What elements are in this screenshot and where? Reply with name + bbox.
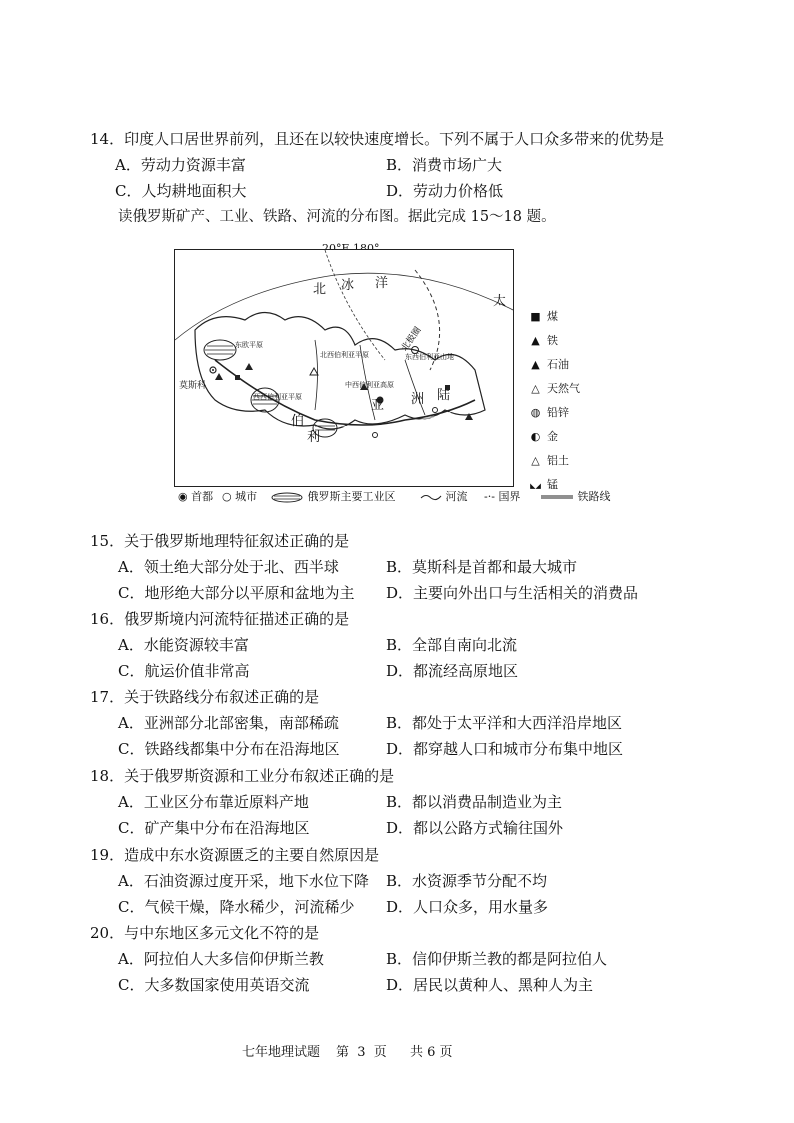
q20-stem: 20．与中东地区多元文化不符的是 (90, 924, 320, 942)
railway-icon (540, 493, 574, 501)
river-icon (420, 492, 442, 502)
q20-option-c: C．大多数国家使用英语交流 (118, 976, 310, 994)
q18-option-a: A．工业区分布靠近原料产地 (118, 793, 309, 811)
map-label-north-sib: 北西伯利亚平原 (320, 351, 369, 359)
q20-option-b: B．信仰伊斯兰教的都是阿拉伯人 (386, 950, 608, 968)
footer-total: 共 6 页 (410, 1045, 453, 1060)
q19-stem: 19．造成中东水资源匮乏的主要自然原因是 (90, 846, 380, 864)
q16-option-b: B．全部自南向北流 (386, 636, 518, 654)
map-label-yang: 洋 (375, 276, 389, 291)
q16-option-d: D．都流经高原地区 (386, 662, 519, 680)
q15-option-d: D．主要向外出口与生活相关的消费品 (386, 584, 639, 602)
map-label-moscow: 莫斯科 (179, 381, 207, 391)
q15-option-a: A．领土绝大部分处于北、西半球 (118, 558, 339, 576)
map-label-pacific: 太 (493, 294, 507, 309)
map-label-west-sib-plain: 西西伯利亚平原 (253, 393, 302, 401)
q19-option-d: D．人口众多，用水量多 (386, 898, 549, 916)
q19-option-a: A．石油资源过度开采，地下水位下降 (118, 872, 369, 890)
map-label-east-sib-mountains: 东西伯利亚山地 (405, 353, 454, 361)
legend-coal: ■ 煤 (530, 310, 558, 323)
map-label-lu: 陆 (437, 388, 451, 403)
footer-page: 第 3 页 (336, 1045, 387, 1060)
q18-option-c: C．矿产集中分布在沿海地区 (118, 819, 310, 837)
manganese-icon: ◣◢ (530, 482, 541, 490)
legend-oil: ▲ 石油 (531, 358, 569, 371)
map-label-east-euro-plain: 东欧平原 (235, 341, 263, 349)
legend-bauxite: △ 铝土 (531, 454, 569, 467)
legend-manganese: ◣◢ 锰 (530, 478, 558, 491)
q18-option-b: B．都以消费品制造业为主 (386, 793, 563, 811)
q19-option-c: C．气候干燥，降水稀少，河流稀少 (118, 898, 355, 916)
russia-map (174, 249, 514, 487)
footer-title: 七年地理试题 (242, 1045, 321, 1060)
q16-option-c: C．航运价值非常高 (118, 662, 250, 680)
map-intro: 读俄罗斯矿产、工业、铁路、河流的分布图。据此完成 15～18 题。 (118, 209, 556, 225)
q15-stem: 15．关于俄罗斯地理特征叙述正确的是 (90, 532, 350, 550)
city-icon: ○ (222, 490, 232, 503)
q15-option-c: C．地形绝大部分以平原和盆地为主 (118, 584, 355, 602)
q18-option-d: D．都以公路方式输往国外 (386, 819, 564, 837)
q17-option-b: B．都处于太平洋和大西洋沿岸地区 (386, 714, 623, 732)
bauxite-icon: △ (531, 454, 540, 467)
q19-option-b: B．水资源季节分配不均 (386, 872, 548, 890)
map-label-zhou: 洲 (411, 392, 425, 407)
q20-option-d: D．居民以黄种人、黑种人为主 (386, 976, 594, 994)
q14-option-d: D．劳动力价格低 (386, 182, 504, 200)
map-label-ya: 亚 (371, 398, 385, 413)
iron-icon: ▲ (531, 334, 540, 347)
oil-icon: ▲ (531, 358, 540, 371)
legend-city: ○ 城市 (222, 490, 258, 503)
q17-option-d: D．都穿越人口和城市分布集中地区 (386, 740, 624, 758)
map-label-li: 利 (307, 430, 321, 445)
legend-gas: △ 天然气 (531, 382, 580, 395)
legend-railway: 铁路线 (540, 490, 611, 503)
map-label-bing: 冰 (341, 278, 355, 293)
industrial-area-icon (270, 492, 304, 503)
map-label-bei: 北 (313, 282, 327, 297)
q17-option-a: A．亚洲部分北部密集，南部稀疏 (118, 714, 339, 732)
capital-icon: ◉ (178, 490, 188, 503)
legend-gold: ◐ 金 (530, 430, 558, 443)
q16-stem: 16．俄罗斯境内河流特征描述正确的是 (90, 610, 350, 628)
q14-option-a: A．劳动力资源丰富 (115, 156, 246, 174)
legend-border: -·- 国界 (484, 490, 521, 503)
map-label-bo: 伯 (291, 414, 305, 429)
q16-option-a: A．水能资源较丰富 (118, 636, 249, 654)
legend-lead-zinc: ◍ 铅锌 (530, 406, 569, 419)
q14-option-c: C．人均耕地面积大 (115, 182, 247, 200)
coal-icon: ■ (530, 310, 541, 323)
q14-option-b: B．消费市场广大 (386, 156, 503, 174)
border-icon: -·- (484, 490, 495, 503)
legend-iron: ▲ 铁 (531, 334, 558, 347)
q20-option-a: A．阿拉伯人大多信仰伊斯兰教 (118, 950, 324, 968)
legend-industrial: 俄罗斯主要工业区 (270, 490, 396, 503)
legend-capital: ◉ 首都 (178, 490, 214, 503)
q18-stem: 18．关于俄罗斯资源和工业分布叙述正确的是 (90, 767, 395, 785)
map-label-central-sib-plateau: 中西伯利亚高原 (345, 381, 394, 389)
legend-river: 河流 (420, 490, 468, 503)
q17-option-c: C．铁路线都集中分布在沿海地区 (118, 740, 340, 758)
gold-icon: ◐ (530, 430, 541, 443)
lead-zinc-icon: ◍ (530, 406, 541, 419)
map-label-arctic-circle: 北极圈 (399, 325, 424, 354)
q15-option-b: B．莫斯科是首都和最大城市 (386, 558, 578, 576)
q14-stem: 14．印度人口居世界前列，且还在以较快速度增长。下列不属于人口众多带来的优势是 (90, 130, 665, 148)
q17-stem: 17．关于铁路线分布叙述正确的是 (90, 688, 320, 706)
gas-icon: △ (531, 382, 540, 395)
